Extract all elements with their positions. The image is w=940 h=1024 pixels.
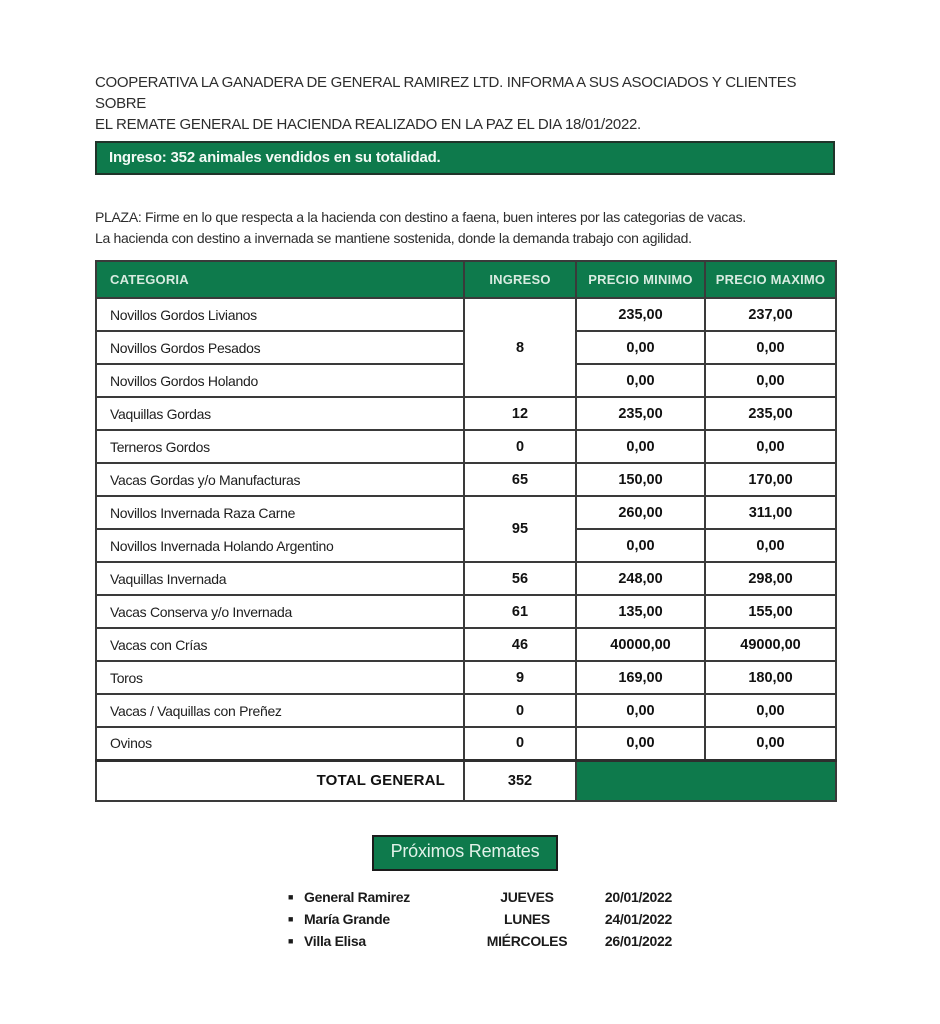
ingreso-cell: 0 (464, 727, 576, 760)
precio-maximo-cell: 155,00 (705, 595, 836, 628)
list-item (288, 908, 835, 930)
table-row (96, 463, 836, 496)
table-row (96, 496, 836, 529)
category-cell: Ovinos (96, 727, 464, 760)
precio-minimo-cell: 248,00 (576, 562, 705, 595)
ingreso-banner-text: Ingreso: 352 animales vendidos en su totalidad. (109, 149, 441, 166)
plaza-line-1: PLAZA: Firme en lo que respecta a la hacienda con destino a faena, buen interes por las categorias de vacas. (95, 209, 746, 225)
category-cell: Vaquillas Gordas (96, 397, 464, 430)
category-cell: Vacas Conserva y/o Invernada (96, 595, 464, 628)
precio-maximo-cell: 237,00 (705, 298, 836, 331)
precio-minimo-cell: 0,00 (576, 331, 705, 364)
precio-maximo-cell: 0,00 (705, 364, 836, 397)
header-categoria: CATEGORIA (96, 261, 464, 298)
precio-maximo-cell: 311,00 (705, 496, 836, 529)
precio-minimo-cell: 135,00 (576, 595, 705, 628)
remate-date: 26/01/2022 (604, 933, 672, 949)
header-ingreso: INGRESO (464, 261, 576, 298)
precio-maximo-cell: 0,00 (705, 331, 836, 364)
proximos-remates-heading (372, 835, 559, 871)
table-row (96, 562, 836, 595)
precio-minimo-cell: 0,00 (576, 430, 705, 463)
remate-location: Villa Elisa (304, 933, 366, 949)
table-header-row (96, 261, 836, 298)
intro-text (95, 72, 835, 135)
table-row (96, 727, 836, 760)
remate-date: 20/01/2022 (604, 889, 672, 905)
total-row (96, 760, 836, 801)
category-cell: Vacas Gordas y/o Manufacturas (96, 463, 464, 496)
header-precio-maximo: PRECIO MAXIMO (705, 261, 836, 298)
precio-minimo-cell: 0,00 (576, 727, 705, 760)
table-row (96, 298, 836, 331)
precio-maximo-cell: 180,00 (705, 661, 836, 694)
ingreso-cell: 65 (464, 463, 576, 496)
remate-day: LUNES (504, 911, 550, 927)
ingreso-cell: 95 (464, 496, 576, 562)
ingreso-cell: 12 (464, 397, 576, 430)
precio-minimo-cell: 0,00 (576, 364, 705, 397)
remate-location: María Grande (304, 911, 390, 927)
list-item (288, 886, 835, 908)
ingreso-cell: 46 (464, 628, 576, 661)
auction-table (95, 260, 837, 802)
precio-maximo-cell: 0,00 (705, 694, 836, 727)
intro-line-1: COOPERATIVA LA GANADERA DE GENERAL RAMIREZ LTD. INFORMA A SUS ASOCIADOS Y CLIENTES SOBRE (95, 74, 797, 112)
remate-location: General Ramirez (304, 889, 410, 905)
square-bullet-icon: ■ (288, 935, 294, 946)
precio-minimo-cell: 235,00 (576, 397, 705, 430)
category-cell: Vacas con Crías (96, 628, 464, 661)
precio-minimo-cell: 0,00 (576, 694, 705, 727)
table-row (96, 694, 836, 727)
precio-maximo-cell: 49000,00 (705, 628, 836, 661)
ingreso-cell: 0 (464, 694, 576, 727)
table-row (96, 397, 836, 430)
table-row (96, 595, 836, 628)
category-cell: Novillos Invernada Raza Carne (96, 496, 464, 529)
total-label: TOTAL GENERAL (96, 760, 464, 801)
ingreso-cell: 8 (464, 298, 576, 397)
proximos-remates-title: Próximos Remates (390, 841, 540, 861)
precio-minimo-cell: 235,00 (576, 298, 705, 331)
category-cell: Novillos Gordos Pesados (96, 331, 464, 364)
precio-minimo-cell: 260,00 (576, 496, 705, 529)
total-ingreso: 352 (464, 760, 576, 801)
category-cell: Vacas / Vaquillas con Preñez (96, 694, 464, 727)
category-cell: Novillos Gordos Livianos (96, 298, 464, 331)
total-green-cell (576, 760, 836, 801)
precio-minimo-cell: 40000,00 (576, 628, 705, 661)
ingreso-cell: 9 (464, 661, 576, 694)
remates-list (288, 886, 835, 952)
category-cell: Novillos Invernada Holando Argentino (96, 529, 464, 562)
table-row (96, 661, 836, 694)
table-row (96, 628, 836, 661)
remate-date: 24/01/2022 (604, 911, 672, 927)
ingreso-banner (95, 141, 835, 175)
ingreso-cell: 0 (464, 430, 576, 463)
precio-maximo-cell: 0,00 (705, 430, 836, 463)
category-cell: Novillos Gordos Holando (96, 364, 464, 397)
precio-maximo-cell: 0,00 (705, 727, 836, 760)
plaza-line-2: La hacienda con destino a invernada se mantiene sostenida, donde la demanda trabajo con agilidad. (95, 230, 692, 246)
ingreso-cell: 56 (464, 562, 576, 595)
precio-minimo-cell: 150,00 (576, 463, 705, 496)
category-cell: Vaquillas Invernada (96, 562, 464, 595)
precio-maximo-cell: 298,00 (705, 562, 836, 595)
category-cell: Toros (96, 661, 464, 694)
header-precio-minimo: PRECIO MINIMO (576, 261, 705, 298)
square-bullet-icon: ■ (288, 913, 294, 924)
intro-line-2: EL REMATE GENERAL DE HACIENDA REALIZADO EN LA PAZ EL DIA 18/01/2022. (95, 116, 641, 133)
precio-minimo-cell: 0,00 (576, 529, 705, 562)
precio-maximo-cell: 235,00 (705, 397, 836, 430)
category-cell: Terneros Gordos (96, 430, 464, 463)
precio-maximo-cell: 170,00 (705, 463, 836, 496)
ingreso-cell: 61 (464, 595, 576, 628)
remate-day: MIÉRCOLES (486, 933, 568, 949)
plaza-text (95, 207, 835, 249)
remate-day: JUEVES (500, 889, 554, 905)
table-row (96, 430, 836, 463)
precio-maximo-cell: 0,00 (705, 529, 836, 562)
square-bullet-icon: ■ (288, 891, 294, 902)
precio-minimo-cell: 169,00 (576, 661, 705, 694)
list-item (288, 930, 835, 952)
